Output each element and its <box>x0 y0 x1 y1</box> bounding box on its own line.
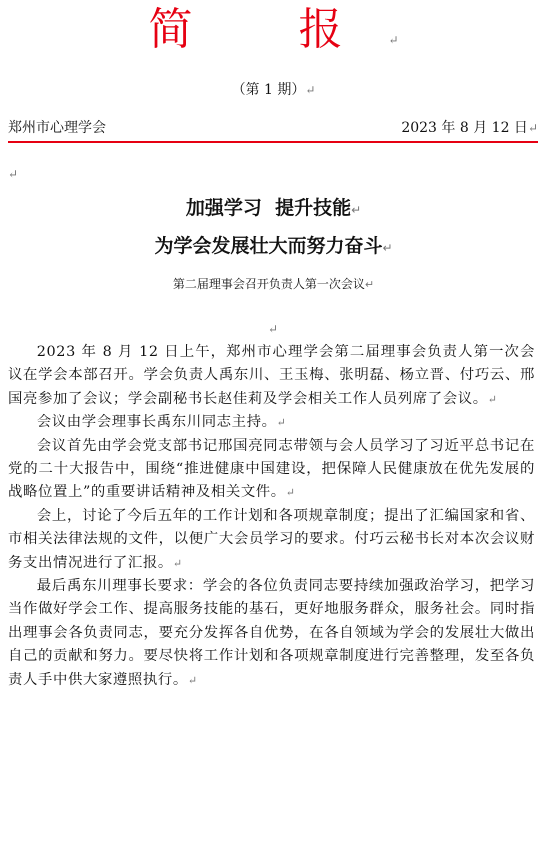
masthead-title <box>0 2 547 68</box>
red-divider-line <box>8 141 538 143</box>
info-bar <box>8 118 538 138</box>
body-paragraph <box>8 341 535 411</box>
article-subtitle <box>0 276 547 293</box>
masthead-text: 简 报 <box>148 4 389 55</box>
body-paragraph <box>8 505 535 575</box>
paragraph-text: 会议由学会理事长禹东川同志主持。 <box>36 414 277 431</box>
title-line2-text: 为学会发展壮大而努力奋斗 <box>154 235 383 257</box>
organization-name: 郑州市心理学会 <box>8 120 106 136</box>
paragraph-text: 会上，讨论了今后五年的工作计划和各项规章制度；提出了汇编国家和省、市相关法律法规的文件，以便广大会员学习的要求。付巧云秘书长对本次会议财务支出情况进行了汇报。 <box>8 507 535 571</box>
paragraph-text: 会议首先由学会党支部书记邢国亮同志带领与会人员学习了习近平总书记在党的二十大报告中，围绕“推进健康中国建设，把保障人民健康放在优先发展的战略位置上”的重要讲话精神及相关文件。 <box>8 437 535 501</box>
paragraph-mark-icon: ↵ <box>268 322 279 336</box>
title-line1-text: 加强学习 提升技能 <box>185 197 352 219</box>
article-title-line1 <box>0 196 547 222</box>
issue-number <box>0 80 547 100</box>
paragraph-mark-icon: ↵ <box>382 241 393 255</box>
subtitle-text: 第二届理事会召开负责人第一次会议 <box>172 277 365 291</box>
body-paragraph <box>8 575 535 692</box>
article-body <box>8 341 535 692</box>
paragraph-mark-icon: ↵ <box>364 278 375 291</box>
paragraph-mark-icon: ↵ <box>172 556 183 570</box>
issue-text: （第 1 期） <box>231 82 306 98</box>
paragraph-mark-icon: ↵ <box>8 167 19 181</box>
paragraph-mark-icon: ↵ <box>388 33 399 47</box>
paragraph-mark-icon: ↵ <box>487 392 498 406</box>
body-paragraph <box>8 411 535 434</box>
article-title-line2 <box>0 234 547 260</box>
paragraph-text: 2023 年 8 月 12 日上午，郑州市心理学会第二届理事会负责人第一次会议在学会本部召开。学会负责人禹东川、王玉梅、张明磊、杨立晋、付巧云、邢国亮参加了会议；学会副秘书长赵佳莉及学会相关工作人员列席了会议。 <box>8 344 535 407</box>
paragraph-mark-icon: ↵ <box>276 416 287 430</box>
paragraph-mark-icon: ↵ <box>351 203 362 217</box>
body-paragraph <box>8 435 535 505</box>
paragraph-mark-icon: ↵ <box>187 673 198 687</box>
publish-date-text: 2023 年 8 月 12 日 <box>401 120 528 136</box>
paragraph-mark-icon: ↵ <box>305 83 316 97</box>
paragraph-mark-icon: ↵ <box>285 486 296 500</box>
publish-date <box>401 118 538 138</box>
paragraph-text: 最后禹东川理事长要求：学会的各位负责同志要持续加强政治学习，把学习当作做好学会工作、提高服务技能的基石，更好地服务群众，服务社会。同时指出理事会各负责同志，要充分发挥各自优势，在各自领域为学会的发展壮大做出自己的贡献和努力。要尽快将工作计划和各项规章制度进行完善整理，发至各负责人手中供大家遵照执行。 <box>8 578 535 688</box>
paragraph-mark-icon: ↵ <box>527 121 538 135</box>
